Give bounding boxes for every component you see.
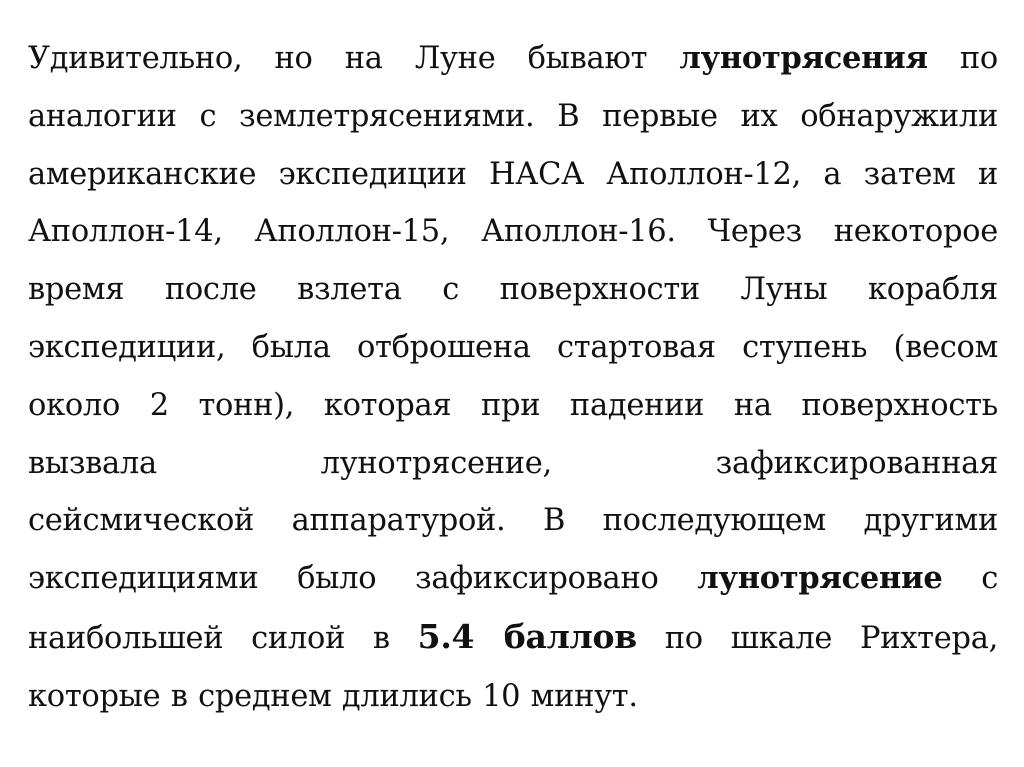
- bold-text-segment: лунотрясения: [679, 40, 928, 76]
- text-line: [28, 550, 998, 608]
- text-segment: по: [927, 41, 998, 76]
- text-segment: вызвала лунотрясение, зафиксированная: [28, 445, 998, 481]
- text-segment: аналогии с землетрясениями. В первые их обнаружили: [28, 98, 998, 134]
- text-line: [28, 30, 998, 88]
- text-segment: американские экспедиции НАСА Аполлон-12, а затем и: [28, 156, 998, 192]
- text-line: [28, 146, 998, 204]
- text-segment: которые в среднем длились 10 минут.: [28, 678, 638, 714]
- bold-text-segment: 5.4 баллов: [417, 616, 637, 656]
- text-segment: экспедициями было зафиксировано: [28, 561, 698, 597]
- text-segment: по шкале Рихтера,: [636, 620, 998, 656]
- text-line: [28, 492, 998, 550]
- text-segment: сейсмической аппаратурой. В последующем другими: [28, 503, 998, 539]
- text-segment: наибольшей силой в: [28, 620, 418, 656]
- text-segment: с: [942, 561, 998, 597]
- text-segment: экспедиции, была отброшена стартовая ступень (весом: [28, 329, 998, 365]
- text-line: [28, 261, 998, 319]
- text-line: [28, 377, 998, 435]
- bold-text-segment: лунотрясение: [697, 560, 943, 597]
- text-segment: около 2 тонн), которая при падении на поверхность: [28, 387, 998, 423]
- text-line: [28, 88, 998, 146]
- text-line: [28, 203, 998, 261]
- body-paragraph: [28, 30, 998, 726]
- text-line: [28, 319, 998, 377]
- text-segment: Удивительно, но на Луне бывают: [28, 41, 680, 76]
- text-line: [28, 608, 998, 668]
- text-segment: время после взлета с поверхности Луны корабля: [28, 272, 998, 308]
- text-segment: Аполлон-14, Аполлон-15, Аполлон-16. Через некоторое: [28, 214, 998, 250]
- text-line: [28, 668, 998, 726]
- text-line: [28, 435, 998, 493]
